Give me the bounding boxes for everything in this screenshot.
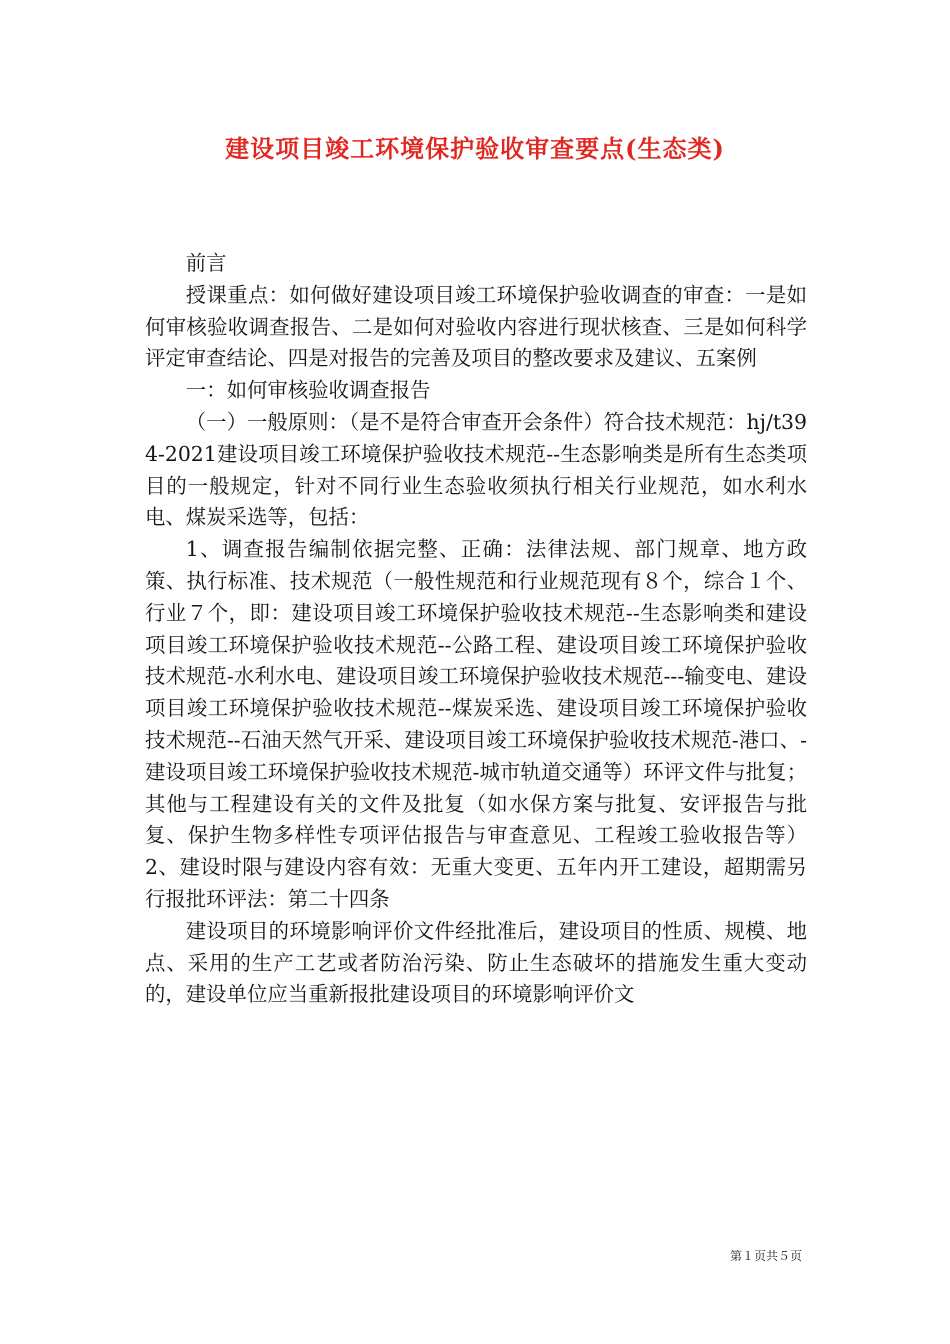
document-title: 建设项目竣工环境保护验收审查要点(生态类) [225, 134, 725, 163]
page-number-footer: 第１页共５页 [729, 1249, 802, 1263]
document-body [145, 248, 807, 1011]
paragraph-report-basis: 1、调查报告编制依据完整、正确：法律法规、部门规章、地方政策、执行标准、技术规范（一般性规范和行业规范现有８个，综合１个、行业７个，即：建设项目竣工环境保护验收技术规范--生态影响类和建设项目竣工环境保护验收技术规范--公路工程、建设项目竣工环境保护验收技术规范-水利水电、建设项目竣工环境保护验收技术规范---输变电、建设项目竣工环境保护验收技术规范--煤炭采选、建设项目竣工环境保护验收技术规范--石油天然气开采、建设项目竣工环境保护验收技术规范-港口、-建设项目竣工环境保护验收技术规范-城市轨道交通等）环评文件与批复；其他与工程建设有关的文件及批复（如水保方案与批复、安评报告与批复、保护生物多样性专项评估报告与审查意见、工程竣工验收报告等）2、建设时限与建设内容有效：无重大变更、五年内开工建设，超期需另行报批环评法：第二十四条 [145, 537, 807, 911]
paragraph-preface: 前言 [185, 251, 227, 275]
paragraph-general-principles: （一）一般原则：（是不是符合审查开会条件）符合技术规范：hj/t394-2021建设项目竣工环境保护验收技术规范--生态影响类是所有生态类项目的一般规定，针对不同行业生态验收须执行相关行业规范，如水利水电、煤炭采选等，包括： [145, 409, 807, 530]
paragraph-section-heading: 一：如何审核验收调查报告 [185, 378, 431, 403]
paragraph-eia-approval: 建设项目的环境影响评价文件经批准后，建设项目的性质、规模、地点、采用的生产工艺或者防治污染、防止生态破坏的措施发生重大变动的，建设单位应当重新报批建设项目的环境影响评价文 [145, 918, 807, 1007]
paragraph-key-points: 授课重点：如何做好建设项目竣工环境保护验收调查的审查：一是如何审核验收调查报告、二是如何对验收内容进行现状核查、三是如何科学评定审查结论、四是对报告的完善及项目的整改要求及建议、五案例 [145, 282, 807, 371]
